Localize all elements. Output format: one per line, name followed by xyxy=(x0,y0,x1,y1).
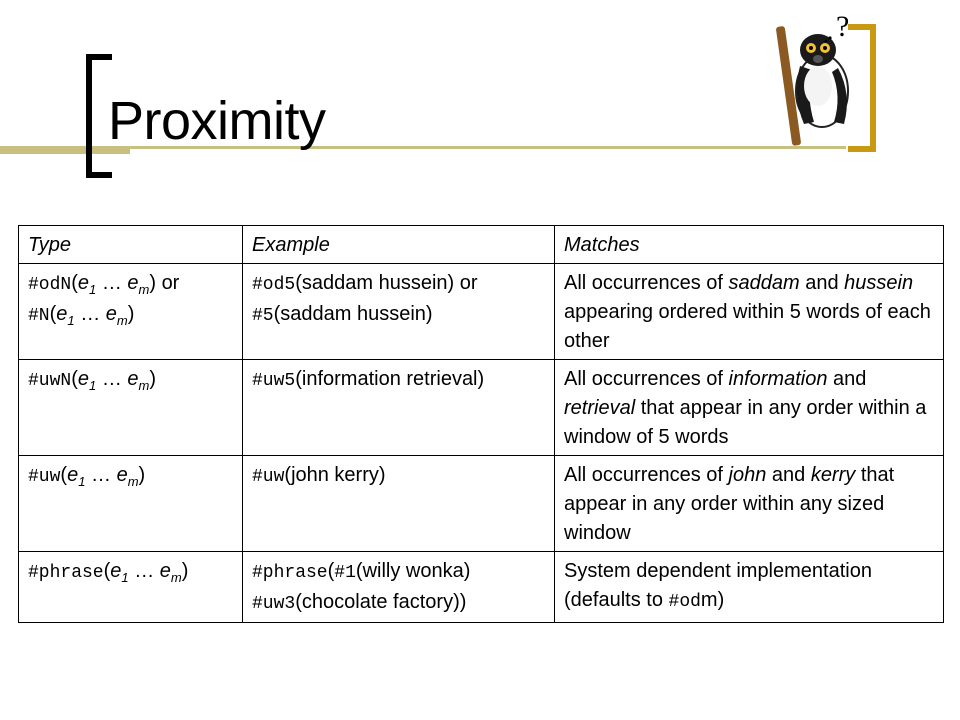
table-header-row xyxy=(19,226,944,264)
type-cell: $\#odN(e_1$ … $e_m$) or $\#N(e_1$ … $e_m$) xyxy=(19,264,243,360)
type-cell: $\#uw(e_1$ … $e_m$) xyxy=(19,456,243,552)
lemur-logo-icon xyxy=(770,6,860,146)
header-matches: Matches xyxy=(555,226,944,264)
example-cell: #phrase(#1(willy wonka) #uw3(chocolate factory)) xyxy=(243,552,555,623)
table-row xyxy=(19,456,944,552)
example-cell: #od5(saddam hussein) or #5(saddam hussein) xyxy=(243,264,555,360)
table-row xyxy=(19,264,944,360)
matches-cell: System dependent implementation (defaults to #odm) xyxy=(555,552,944,623)
example-cell: #uw5(information retrieval) xyxy=(243,360,555,456)
type-cell: $\#phrase(e_1$ … $e_m$) xyxy=(19,552,243,623)
matches-cell: All occurrences of information and retrieval that appear in any order within a window of 5 words xyxy=(555,360,944,456)
example-cell: #uw(john kerry) xyxy=(243,456,555,552)
header-type: Type xyxy=(19,226,243,264)
proximity-operators-table xyxy=(18,225,944,623)
table-row xyxy=(19,360,944,456)
slide-title: Proximity xyxy=(108,91,326,151)
question-mark: ? xyxy=(836,10,850,43)
matches-cell: All occurrences of john and kerry that appear in any order within any sized window xyxy=(555,456,944,552)
type-cell: $\#uwN(e_1$ … $e_m$) xyxy=(19,360,243,456)
header-example: Example xyxy=(243,226,555,264)
table-row xyxy=(19,552,944,623)
matches-cell: All occurrences of saddam and hussein appearing ordered within 5 words of each other xyxy=(555,264,944,360)
